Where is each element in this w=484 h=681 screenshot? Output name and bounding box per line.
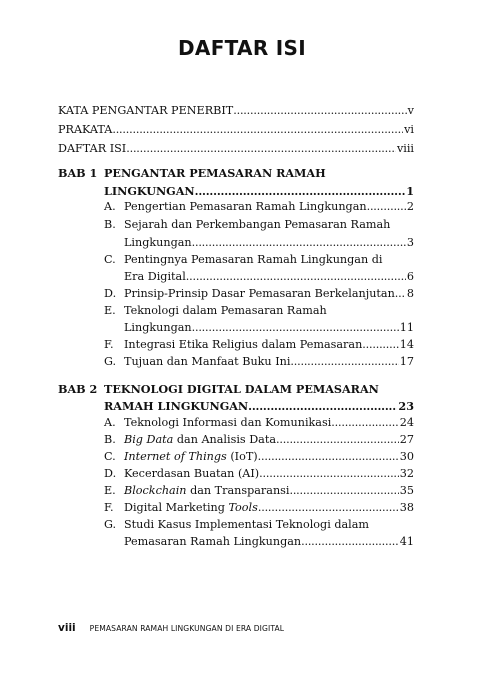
section-title: Integrasi Etika Religius dalam Pemasaran <box>124 338 363 351</box>
dot-leader <box>289 484 398 498</box>
section-title <box>124 501 258 515</box>
section-title-rest: Digital Marketing <box>124 501 229 514</box>
section-title-italic: Big Data <box>124 433 174 446</box>
section-title-rest: (IoT) <box>226 450 258 463</box>
section-letter: E. <box>104 304 116 317</box>
toc-entry-label: PRAKATA <box>58 123 113 136</box>
dot-leader <box>186 270 406 284</box>
dot-leader <box>248 399 397 413</box>
section-title-line1: Sejarah dan Perkembangan Pemasaran Ramah <box>124 218 391 231</box>
section-title: Pengertian Pemasaran Ramah Lingkungan <box>124 200 367 213</box>
toc-entry-kata-pengantar[interactable] <box>58 104 414 118</box>
dot-leader <box>276 433 399 447</box>
toc-page-number: 30 <box>399 450 414 463</box>
section-title-line2: Lingkungan <box>124 321 192 334</box>
toc-page-number: viii <box>396 142 414 155</box>
dot-leader <box>362 338 398 352</box>
dot-leader <box>195 184 406 198</box>
page-footer <box>58 622 284 634</box>
chapter-number: BAB 2 <box>58 382 98 396</box>
toc-entry-section[interactable] <box>124 467 414 481</box>
toc-entry-section[interactable] <box>124 433 414 447</box>
toc-page-number: 17 <box>399 355 414 368</box>
section-title-line2: Era Digital <box>124 270 186 283</box>
toc-entry-label: KATA PENGANTAR PENERBIT <box>58 104 234 117</box>
toc-entry-section[interactable] <box>124 535 414 549</box>
toc-entry-section[interactable] <box>124 338 414 352</box>
toc-entry-section[interactable] <box>124 416 414 430</box>
section-title-italic: Internet of Things <box>124 450 227 463</box>
dot-leader <box>258 501 399 515</box>
dot-leader <box>331 416 398 430</box>
section-title <box>124 484 289 498</box>
dot-leader <box>112 123 403 137</box>
chapter-title-line1: PENGANTAR PEMASARAN RAMAH <box>104 166 326 180</box>
toc-entry-section[interactable] <box>124 200 414 214</box>
toc-page-number: 35 <box>399 484 414 497</box>
section-letter: F. <box>104 338 114 351</box>
toc-page-number: 24 <box>399 416 414 429</box>
section-letter: F. <box>104 501 114 514</box>
toc-page-number: 6 <box>406 270 414 283</box>
section-title-line1: Pentingnya Pemasaran Ramah Lingkungan di <box>124 253 383 266</box>
section-letter: C. <box>104 253 116 266</box>
toc-entry-section[interactable] <box>124 355 414 369</box>
section-title <box>124 450 258 464</box>
toc-page-number: 3 <box>406 236 414 249</box>
toc-entry-section[interactable] <box>124 501 414 515</box>
toc-page-number: 14 <box>399 338 414 351</box>
dot-leader <box>192 321 399 335</box>
toc-page-number: 1 <box>406 184 414 198</box>
toc-entry-prakata[interactable] <box>58 123 414 137</box>
section-letter: E. <box>104 484 116 497</box>
dot-leader <box>258 450 399 464</box>
footer-book-title: PEMASARAN RAMAH LINGKUNGAN DI ERA DIGITAL <box>89 624 285 633</box>
chapter-title-line1: TEKNOLOGI DIGITAL DALAM PEMASARAN <box>104 382 379 396</box>
toc-page-number: 23 <box>398 399 414 413</box>
section-letter: D. <box>104 287 117 300</box>
section-title-line2: Lingkungan <box>124 236 192 249</box>
section-title-line2: Pemasaran Ramah Lingkungan <box>124 535 302 548</box>
toc-entry-chapter-1[interactable] <box>104 184 414 198</box>
section-title: Prinsip-Prinsip Dasar Pemasaran Berkelanjutan <box>124 287 395 300</box>
dot-leader <box>233 104 406 118</box>
section-title-italic: Tools <box>228 501 258 514</box>
toc-entry-section[interactable] <box>124 450 414 464</box>
toc-page-number: 32 <box>399 467 414 480</box>
section-title-rest: dan Analisis Data <box>173 433 277 446</box>
section-letter: B. <box>104 218 116 231</box>
dot-leader <box>192 236 406 250</box>
section-letter: A. <box>104 200 116 213</box>
section-letter: C. <box>104 450 116 463</box>
section-title <box>124 433 276 447</box>
toc-page-number: 38 <box>399 501 414 514</box>
chapter-title-line2: RAMAH LINGKUNGAN <box>104 399 249 413</box>
toc-entry-section[interactable] <box>124 287 414 301</box>
toc-entry-section[interactable] <box>124 484 414 498</box>
section-title-line1: Studi Kasus Implementasi Teknologi dalam <box>124 518 370 531</box>
toc-page-number: 8 <box>406 287 414 300</box>
dot-leader <box>126 142 396 156</box>
section-title-line1: Teknologi dalam Pemasaran Ramah <box>124 304 327 317</box>
section-title: Teknologi Informasi dan Komunikasi <box>124 416 332 429</box>
toc-entry-label: DAFTAR ISI <box>58 142 127 155</box>
dot-leader <box>290 355 398 369</box>
footer-page-number: viii <box>58 622 76 634</box>
toc-page-number: v <box>407 104 414 117</box>
dot-leader <box>259 467 399 481</box>
section-letter: B. <box>104 433 116 446</box>
section-letter: G. <box>104 355 117 368</box>
toc-page-number: 11 <box>399 321 414 334</box>
dot-leader <box>367 200 406 214</box>
section-letter: D. <box>104 467 117 480</box>
toc-entry-daftar-isi[interactable] <box>58 142 414 156</box>
toc-entry-chapter-2[interactable] <box>104 399 414 413</box>
section-letter: G. <box>104 518 117 531</box>
dot-leader <box>395 287 406 301</box>
section-letter: A. <box>104 416 116 429</box>
chapter-number: BAB 1 <box>58 166 98 180</box>
toc-page-number: 27 <box>399 433 414 446</box>
section-title-italic: Blockchain <box>124 484 187 497</box>
toc-page-number: 41 <box>399 535 414 548</box>
page-title: DAFTAR ISI <box>178 36 306 60</box>
chapter-title-line2: LINGKUNGAN <box>104 184 195 198</box>
section-title: Tujuan dan Manfaat Buku Ini <box>124 355 291 368</box>
section-title-rest: dan Transparansi <box>186 484 290 497</box>
toc-entry-section[interactable] <box>124 321 414 335</box>
dot-leader <box>301 535 399 549</box>
toc-entry-section[interactable] <box>124 270 414 284</box>
toc-page-number: vi <box>404 123 414 136</box>
toc-entry-section[interactable] <box>124 236 414 250</box>
toc-page-number: 2 <box>406 200 414 213</box>
section-title: Kecerdasan Buatan (AI) <box>124 467 260 480</box>
